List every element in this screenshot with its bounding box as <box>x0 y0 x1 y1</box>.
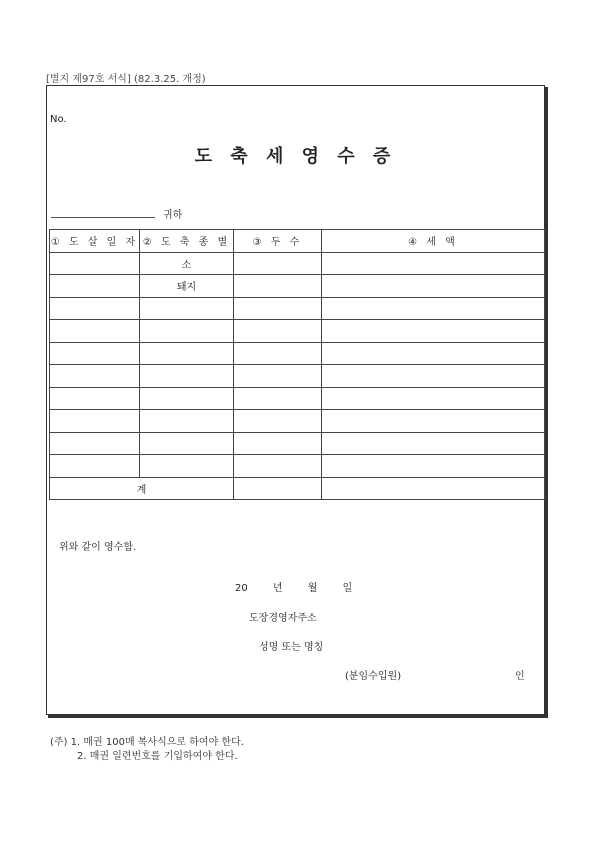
number-label: No. <box>50 114 67 125</box>
cell-amount <box>322 432 545 455</box>
address-label: 도장경영자주소 <box>249 613 317 624</box>
cell-type <box>140 387 234 410</box>
cell-date <box>50 320 140 343</box>
cell-type <box>140 342 234 365</box>
cell-date <box>50 275 140 298</box>
table-row <box>50 432 545 455</box>
header-head-count: ③ 두 수 <box>234 230 322 253</box>
cell-type <box>140 455 234 478</box>
form-reference: [별지 제97호 서식] (82.3.25. 개정) <box>46 74 206 85</box>
cell-type <box>140 297 234 320</box>
cell-type <box>140 365 234 388</box>
frame-shadow-right <box>545 87 548 718</box>
recipient-line <box>51 206 182 221</box>
cell-count <box>234 275 322 298</box>
cell-count <box>234 252 322 275</box>
table-row <box>50 320 545 343</box>
cell-amount <box>322 297 545 320</box>
total-count <box>234 477 322 500</box>
cell-count <box>234 320 322 343</box>
name-label: 성명 또는 명칭 <box>259 642 324 653</box>
receipt-statement: 위와 같이 영수함. <box>59 542 137 553</box>
table-row <box>50 342 545 365</box>
cell-date <box>50 455 140 478</box>
cell-amount <box>322 365 545 388</box>
table-total-row <box>50 477 545 500</box>
table-row <box>50 365 545 388</box>
table-row <box>50 252 545 275</box>
cell-type: 돼지 <box>140 275 234 298</box>
cell-amount <box>322 387 545 410</box>
total-amount <box>322 477 545 500</box>
cell-count <box>234 410 322 433</box>
cell-amount <box>322 275 545 298</box>
footnote-1: (주) 1. 매권 100매 복사식으로 하여야 한다. <box>50 737 244 748</box>
cell-count <box>234 297 322 320</box>
recipient-blank <box>51 208 155 218</box>
cell-amount <box>322 252 545 275</box>
cell-date <box>50 387 140 410</box>
cell-date <box>50 342 140 365</box>
cell-date <box>50 365 140 388</box>
cell-count <box>234 455 322 478</box>
cell-amount <box>322 410 545 433</box>
receipt-form <box>46 85 545 715</box>
cell-date <box>50 410 140 433</box>
cell-date <box>50 252 140 275</box>
cell-count <box>234 342 322 365</box>
cell-type <box>140 410 234 433</box>
receiver-label: (분임수입원) <box>345 671 402 682</box>
footnotes <box>50 736 244 764</box>
cell-type <box>140 432 234 455</box>
cell-amount <box>322 320 545 343</box>
recipient-suffix: 귀하 <box>163 210 183 221</box>
date-line: 20 년 월 일 <box>235 583 353 594</box>
cell-count <box>234 387 322 410</box>
cell-count <box>234 432 322 455</box>
table-row <box>50 410 545 433</box>
footnote-2: 2. 매권 일련번호를 기입하여야 한다. <box>77 751 238 762</box>
table-row <box>50 455 545 478</box>
table-row <box>50 275 545 298</box>
cell-amount <box>322 455 545 478</box>
cell-count <box>234 365 322 388</box>
seal-label: 인 <box>515 671 525 682</box>
table-row <box>50 297 545 320</box>
cell-date <box>50 432 140 455</box>
header-slaughter-date: ① 도 살 일 자 <box>50 230 140 253</box>
cell-type: 소 <box>140 252 234 275</box>
table-header-row <box>50 230 545 253</box>
page-title: 도 축 세 영 수 증 <box>194 146 397 167</box>
table-row <box>50 387 545 410</box>
tax-table <box>49 229 545 500</box>
frame-shadow-bottom <box>48 715 548 718</box>
cell-type <box>140 320 234 343</box>
cell-date <box>50 297 140 320</box>
header-tax-amount: ④ 세 액 <box>322 230 545 253</box>
cell-amount <box>322 342 545 365</box>
total-label: 계 <box>50 477 234 500</box>
header-livestock-type: ② 도 축 종 별 <box>140 230 234 253</box>
